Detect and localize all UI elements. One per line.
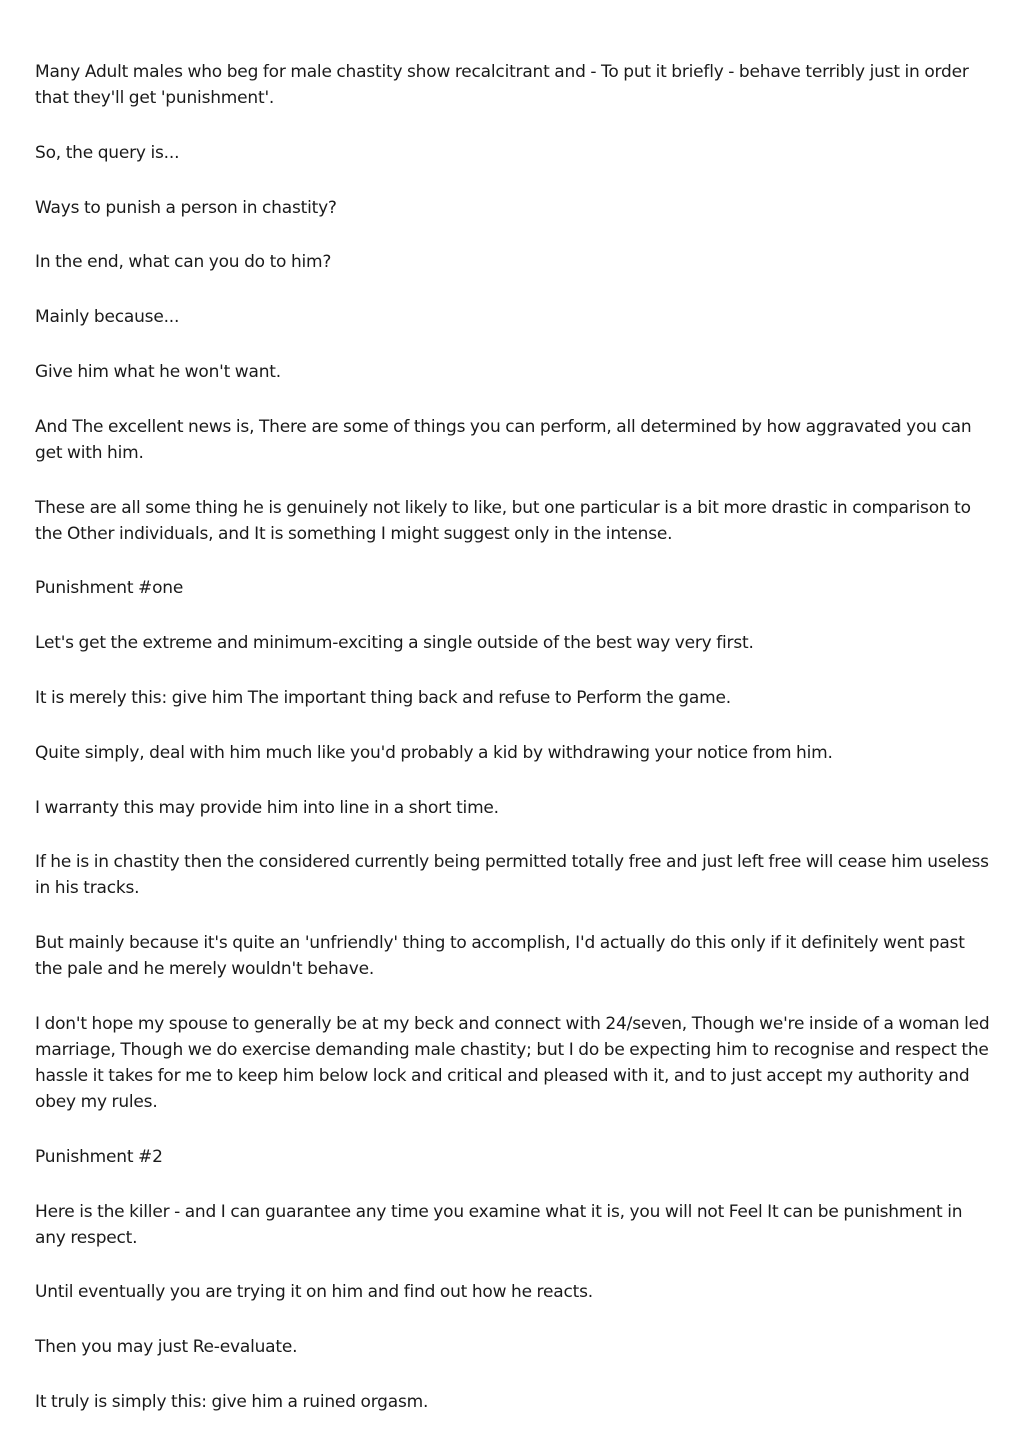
section-heading: Punishment #2 [35, 1146, 163, 1167]
paragraph: So, the query is... [35, 142, 180, 163]
paragraph: It is merely this: give him The important thing back and refuse to Perform the game. [35, 687, 731, 708]
paragraph: Mainly because... [35, 307, 180, 328]
paragraph: Many Adult males who beg for male chastity show recalcitrant and - To put it briefly - behave terribly just in order that they'll get 'punishment'. [35, 62, 969, 108]
paragraph: And The excellent news is, There are some of things you can perform, all determined by how aggravated you can get with him. [35, 416, 972, 463]
paragraph: In the end, what can you do to him? [35, 252, 332, 273]
paragraph: Until eventually you are trying it on him and find out how he reacts. [35, 1282, 593, 1303]
paragraph: Then you may just Re-evaluate. [35, 1337, 298, 1358]
paragraph: Ways to punish a person in chastity? [35, 197, 337, 218]
paragraph: Quite simply, deal with him much like you'd probably a kid by withdrawing your notice from him. [35, 742, 833, 763]
paragraph: Let's get the extreme and minimum-exciting a single outside of the best way very first. [35, 633, 754, 654]
paragraph: Here is the killer - and I can guarantee any time you examine what it is, you will not Feel It can be punishment in any respect. [35, 1201, 963, 1248]
document-body [35, 59, 990, 1444]
paragraph: But mainly because it's quite an 'unfriendly' thing to accomplish, I'd actually do this only if it definitely went past the pale and he merely wouldn't behave. [35, 933, 965, 980]
section-heading: Punishment #one [35, 578, 184, 599]
paragraph: I warranty this may provide him into line in a short time. [35, 797, 499, 818]
paragraph: It truly is simply this: give him a ruined orgasm. [35, 1391, 429, 1412]
paragraph: I don't hope my spouse to generally be at my beck and connect with 24/seven, Though we're inside of a woman led marriage, Though we do exercise demanding male chastity; but I do be expecting him to recognise and respect the hassle it takes for me to keep him below lock and critical and pleased with it, and to just accept my authority and obey my rules. [35, 1013, 990, 1112]
paragraph: Give him what he won't want. [35, 361, 281, 382]
paragraph: These are all some thing he is genuinely not likely to like, but one particular is a bit more drastic in comparison to the Other individuals, and It is something I might suggest only in the intense. [35, 497, 971, 544]
paragraph: If he is in chastity then the considered currently being permitted totally free and just left free will cease him useless in his tracks. [35, 852, 989, 899]
